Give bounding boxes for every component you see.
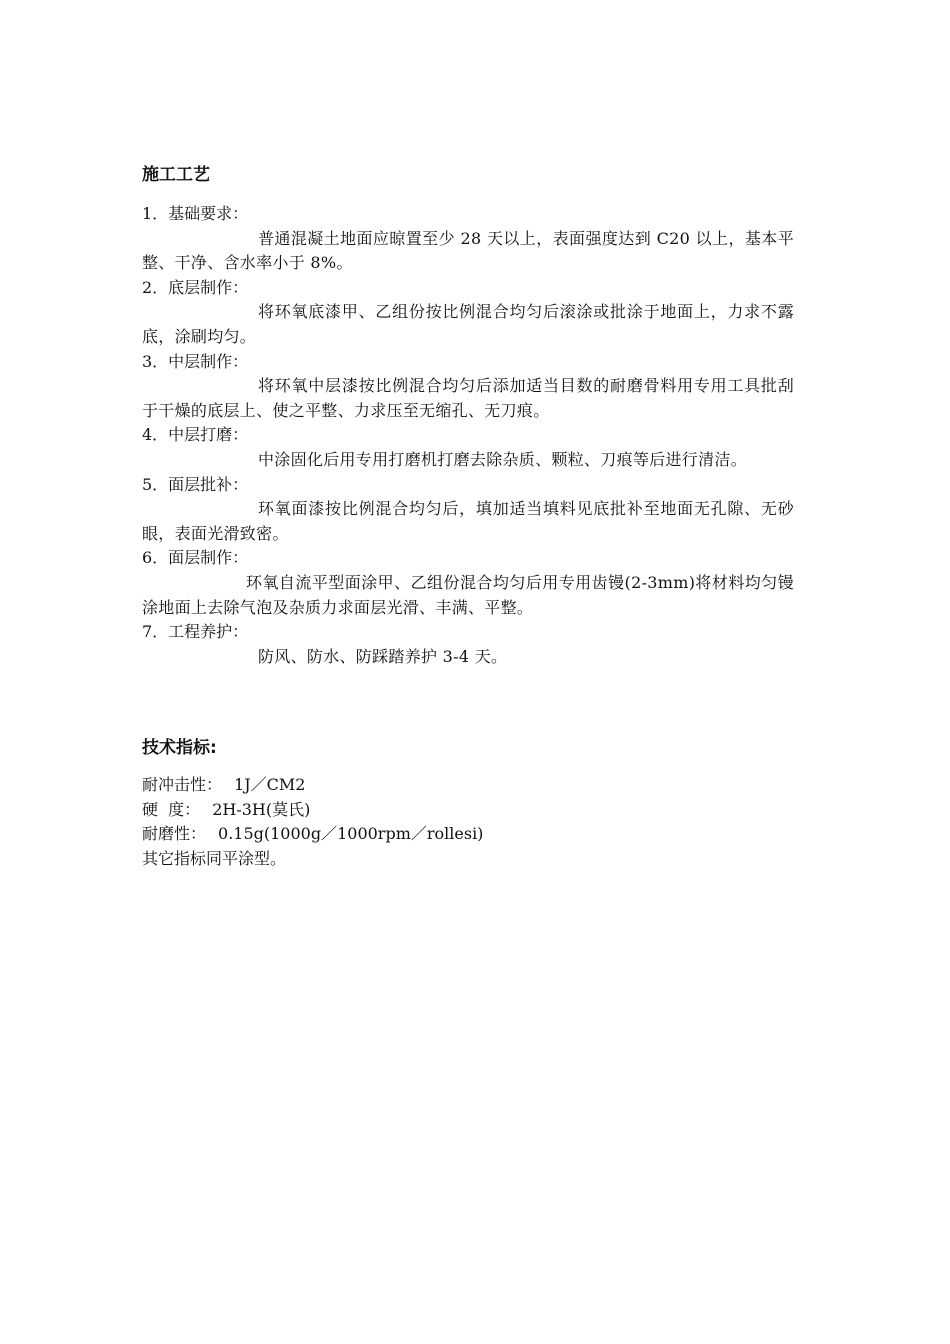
step-body: 环氧自流平型面涂甲、乙组份混合均匀后用专用齿镘(2-3mm)将材料均匀镘涂地面上去除气泡及杂质力求面层光滑、丰满、平整。 bbox=[142, 572, 794, 617]
step-body: 防风、防水、防踩踏养护 3-4 天。 bbox=[258, 646, 508, 666]
step-title: 2．底层制作： bbox=[142, 277, 249, 297]
technical-specs bbox=[142, 773, 794, 871]
section-heading-construction: 施工工艺 bbox=[142, 165, 210, 185]
step-title: 4．中层打磨： bbox=[142, 425, 249, 445]
step-item bbox=[142, 423, 794, 472]
step-item bbox=[142, 276, 794, 350]
step-title: 6．面层制作： bbox=[142, 548, 249, 568]
step-body: 中涂固化后用专用打磨机打磨去除杂质、颗粒、刀痕等后进行清洁。 bbox=[258, 449, 748, 469]
spec-row-impact bbox=[142, 773, 794, 798]
spec-value: 1J／CM2 bbox=[234, 775, 306, 794]
spec-label: 耐冲击性： bbox=[142, 775, 223, 794]
step-item bbox=[142, 473, 794, 547]
spec-label: 硬 度： bbox=[142, 799, 201, 819]
step-title: 5．面层批补： bbox=[142, 474, 249, 494]
step-item bbox=[142, 546, 794, 620]
step-body: 将环氧中层漆按比例混合均匀后添加适当目数的耐磨骨料用专用工具批刮于干燥的底层上、使之平整、力求压至无缩孔、无刀痕。 bbox=[142, 376, 794, 420]
step-body: 将环氧底漆甲、乙组份按比例混合均匀后滚涂或批涂于地面上，力求不露底，涂刷均匀。 bbox=[142, 302, 794, 346]
section-heading-specs: 技术指标: bbox=[142, 738, 217, 758]
construction-steps bbox=[142, 202, 794, 669]
spec-value: 0.15g(1000g／1000rpm／rollesi) bbox=[218, 824, 484, 844]
step-body: 环氧面漆按比例混合均匀后，填加适当填料见底批补至地面无孔隙、无砂眼，表面光滑致密。 bbox=[142, 499, 794, 543]
spec-value: 2H-3H(莫氏) bbox=[212, 799, 311, 819]
spec-label: 耐磨性： bbox=[142, 824, 207, 844]
step-title: 1．基础要求： bbox=[142, 204, 249, 223]
step-item bbox=[142, 202, 794, 276]
spec-row-hardness bbox=[142, 798, 794, 823]
step-title: 3．中层制作： bbox=[142, 351, 249, 371]
spec-note: 其它指标同平涂型。 bbox=[142, 848, 287, 868]
step-body: 普通混凝土地面应晾置至少 28 天以上，表面强度达到 C20 以上，基本平整、干净、含水率小于 8%。 bbox=[142, 228, 794, 273]
step-item bbox=[142, 620, 794, 669]
spec-row-abrasion bbox=[142, 822, 794, 847]
step-item bbox=[142, 350, 794, 424]
step-title: 7．工程养护： bbox=[142, 622, 249, 642]
